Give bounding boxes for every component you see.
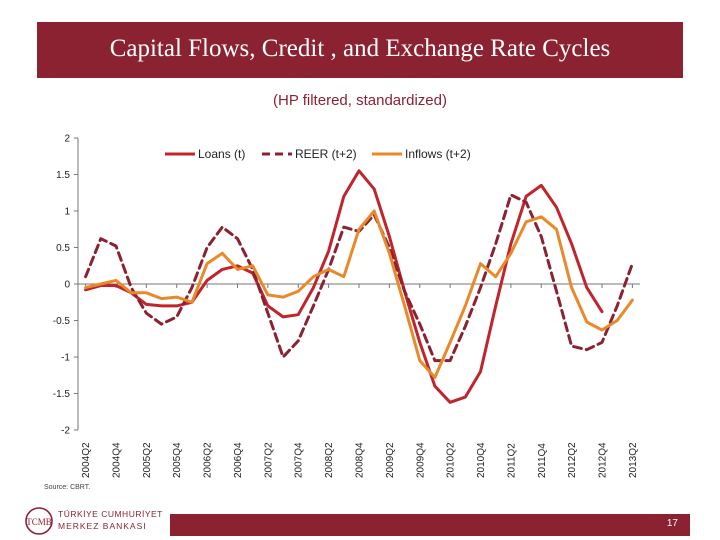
logo-line2: MERKEZ BANKASI <box>58 521 147 531</box>
x-tick-label: 2006Q2 <box>202 442 214 478</box>
logo-mark-text: TCMB <box>26 517 52 527</box>
series-line-0 <box>86 171 602 402</box>
y-tick-label: -1 <box>61 352 70 364</box>
x-tick-label: 2009Q2 <box>384 442 396 478</box>
series-line-1 <box>86 195 633 361</box>
x-tick-label: 2009Q4 <box>415 442 427 478</box>
y-tick-label: 0 <box>64 279 70 291</box>
page-number: 17 <box>666 518 678 529</box>
x-tick-label: 2010Q4 <box>476 442 488 478</box>
y-tick-label: 1.5 <box>56 170 70 181</box>
source-note: Source: CBRT. <box>44 484 91 491</box>
x-tick-label: 2013Q2 <box>627 442 639 478</box>
logo <box>24 506 194 538</box>
x-tick-label: 2008Q4 <box>354 442 366 478</box>
series-line-2 <box>86 211 633 377</box>
x-tick-label: 2011Q4 <box>536 443 548 478</box>
legend-label-0: Loans (t) <box>198 147 246 161</box>
footer-bar <box>170 514 690 536</box>
legend-label-2: Inflows (t+2) <box>405 147 471 161</box>
x-tick-label: 2012Q2 <box>567 442 579 478</box>
x-tick-label: 2010Q2 <box>445 442 457 478</box>
x-tick-label: 2005Q2 <box>141 442 153 478</box>
y-tick-label: -0.5 <box>52 316 70 327</box>
y-tick-label: 1 <box>64 206 70 218</box>
x-tick-label: 2006Q4 <box>232 442 244 478</box>
x-tick-label: 2007Q2 <box>263 442 275 478</box>
y-tick-label: 0.5 <box>56 243 70 254</box>
tcmb-logo-icon <box>24 506 54 536</box>
x-tick-label: 2008Q2 <box>324 442 336 478</box>
y-tick-label: -1.5 <box>52 389 70 400</box>
x-tick-label: 2012Q4 <box>597 442 609 478</box>
chart-subtitle: (HP filtered, standardized) <box>273 92 447 109</box>
logo-line1: TÜRKİYE CUMHURİYET <box>58 509 163 519</box>
y-tick-label: 2 <box>64 133 70 145</box>
y-tick-label: -2 <box>61 425 70 437</box>
x-tick-label: 2005Q4 <box>172 442 184 478</box>
page-title: Capital Flows, Credit , and Exchange Rate Cycles <box>109 35 611 62</box>
x-tick-label: 2004Q2 <box>81 442 93 478</box>
legend <box>165 147 471 161</box>
legend-label-1: REER (t+2) <box>295 147 357 161</box>
x-tick-label: 2011Q2 <box>506 443 518 478</box>
x-tick-label: 2007Q4 <box>293 442 305 478</box>
x-tick-label: 2004Q4 <box>111 442 123 478</box>
